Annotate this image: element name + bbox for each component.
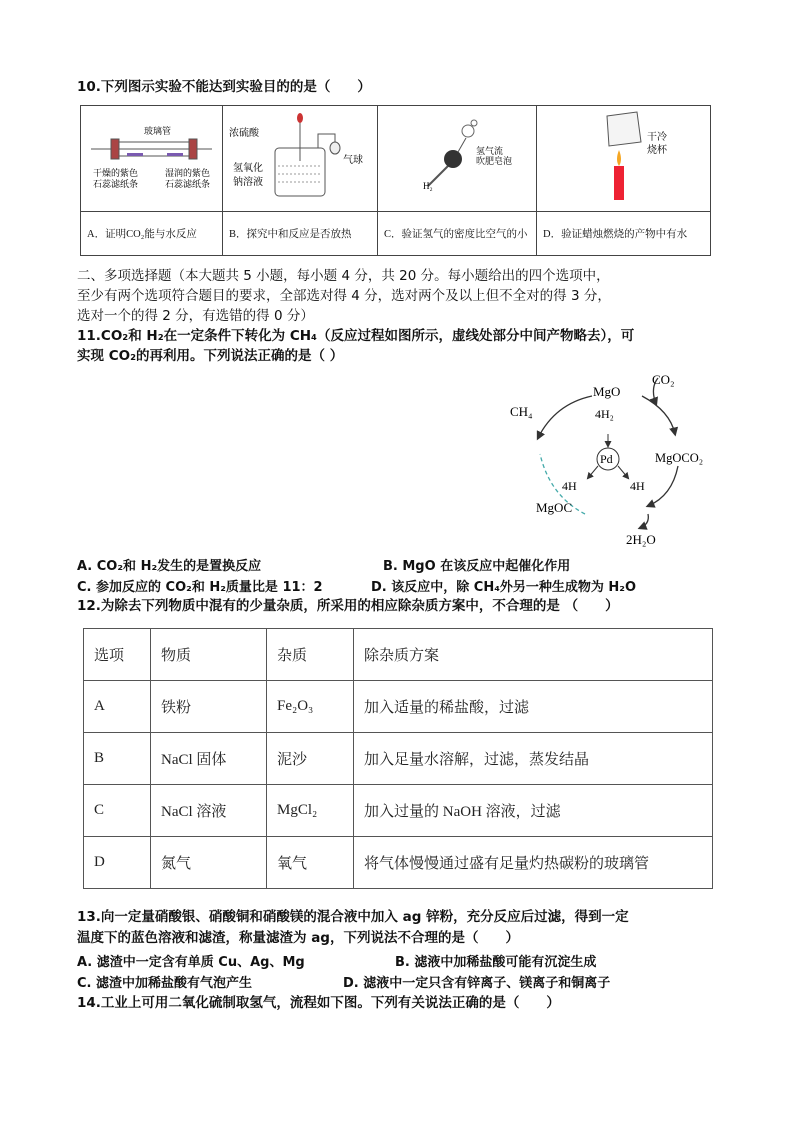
q10-b-balloon-label: 气球: [343, 155, 363, 166]
q10-caption-d: D．验证蜡烛燃烧的产物中有水: [537, 212, 711, 256]
q12-row-c-substance: NaCl 溶液: [151, 785, 267, 837]
q11-label-pd: Pd: [600, 452, 613, 466]
q10-b-base-label-1: 氢氧化: [233, 163, 263, 174]
q12-row-a-method: 加入适量的稀盐酸，过滤: [354, 681, 713, 733]
q13-option-a: A. 滤渣中一定含有单质 Cu、Ag、Mg: [77, 955, 305, 970]
q11-option-a: A. CO₂和 H₂发生的是置换反应: [77, 559, 262, 574]
table-row: [84, 681, 713, 733]
q11-label-4h-left: 4H: [562, 479, 577, 493]
q11-stem-line-2: 实现 CO₂的再利用。下列说法正确的是（ ）: [77, 348, 344, 364]
q10-figure-d: [537, 106, 711, 212]
q12-row-c-method: 加入过量的 NaOH 溶液，过滤: [354, 785, 713, 837]
q12-row-d-substance: 氮气: [151, 837, 267, 889]
q13-option-b: B. 滤液中加稀盐酸可能有沉淀生成: [395, 955, 597, 970]
q12-row-c-option: C: [84, 785, 151, 837]
q10-c-flow-label-2: 吹肥皂泡: [476, 156, 513, 166]
q11-label-mgo: MgO: [593, 384, 621, 399]
section2-line-1: 二、多项选择题（本大题共 5 小题，每小题 4 分，共 20 分。每小题给出的四个选项中，: [77, 268, 610, 284]
q10-a-wet-label-2: 石蕊滤纸条: [165, 179, 211, 189]
q10-a-wet-label-1: 湿润的紫色: [165, 168, 211, 178]
q12-row-c-impurity: MgCl₂: [267, 785, 354, 837]
q12-row-b-method: 加入足量水溶解，过滤，蒸发结晶: [354, 733, 713, 785]
q11-label-ch4: CH₄: [510, 404, 533, 419]
q12-header-option: 选项: [84, 629, 151, 681]
q12-row-b-option: B: [84, 733, 151, 785]
q11-label-mgoc: MgOC: [536, 500, 573, 515]
q12-row-d-method: 将气体慢慢通过盛有足量灼热碳粉的玻璃管: [354, 837, 713, 889]
q10-caption-a: A．证明CO₂能与水反应: [81, 212, 223, 256]
q10-d-cup-label-2: 烧杯: [647, 145, 667, 156]
q11-label-co2: CO₂: [652, 372, 675, 387]
q11-stem-line-1: 11.CO₂和 H₂在一定条件下转化为 CH₄（反应过程如图所示，虚线处部分中间产物略去），可: [77, 328, 635, 344]
q12-row-a-substance: 铁粉: [151, 681, 267, 733]
q13-option-d: D. 滤液中一定只含有锌离子、镁离子和铜离子: [343, 976, 611, 991]
table-row: [84, 837, 713, 889]
q10-apparatus-c: [378, 106, 536, 207]
q10-b-base-label-2: 钠溶液: [233, 177, 263, 188]
section2-line-3: 选对一个的得 2 分，有选错的得 0 分）: [77, 308, 314, 324]
q12-header-impurity: 杂质: [267, 629, 354, 681]
q10-a-tube-label: 玻璃管: [144, 126, 172, 136]
q10-c-flow-label-1: 氢气流: [476, 146, 504, 156]
q12-row-a-option: A: [84, 681, 151, 733]
q10-figure-b: [223, 106, 378, 212]
section2-line-2: 至少有两个选项符合题目的要求，全部选对得 4 分，选对两个及以上但不全对的得 3 分，: [77, 288, 611, 304]
q10-caption-b: B．探究中和反应是否放热: [223, 212, 378, 256]
q12-row-a-impurity: Fe₂O₃: [267, 681, 354, 733]
table-row: [84, 785, 713, 837]
q11-label-mgoco2: MgOCO₂: [655, 451, 704, 465]
q12-header-method: 除杂质方案: [354, 629, 713, 681]
q10-figure-c: [378, 106, 537, 212]
q11-reaction-diagram: [500, 366, 740, 556]
q10-figure-a: [81, 106, 223, 212]
q10-b-acid-label: 浓硫酸: [229, 128, 259, 139]
q10-apparatus-b: [223, 106, 377, 207]
q11-option-c: C. 参加反应的 CO₂和 H₂质量比是 11：2: [77, 580, 323, 595]
table-row: [84, 733, 713, 785]
q12-row-d-option: D: [84, 837, 151, 889]
q12-header-substance: 物质: [151, 629, 267, 681]
q10-stem: 10.下列图示实验不能达到实验目的的是（ ）: [77, 79, 371, 95]
q13-stem-line-1: 13.向一定量硝酸银、硝酸铜和硝酸镁的混合液中加入 ag 锌粉，充分反应后过滤，得到一定: [77, 909, 629, 925]
q14-stem: 14.工业上可用二氧化硫制取氢气，流程如下图。下列有关说法正确的是（ ）: [77, 995, 560, 1011]
q10-d-cup-label-1: 干冷: [647, 132, 667, 143]
q11-label-4h2: 4H₂: [595, 407, 614, 421]
q10-figure-table: [80, 105, 711, 256]
q12-row-b-impurity: 泥沙: [267, 733, 354, 785]
q11-label-2h2o: 2H₂O: [626, 532, 656, 547]
q11-option-d: D. 该反应中，除 CH₄外另一种生成物为 H₂O: [371, 580, 637, 595]
q13-stem-line-2: 温度下的蓝色溶液和滤渣，称量滤渣为 ag，下列说法不合理的是（ ）: [77, 930, 519, 946]
q10-caption-c: C．验证氢气的密度比空气的小: [378, 212, 537, 256]
q12-row-d-impurity: 氧气: [267, 837, 354, 889]
q13-option-c: C. 滤渣中加稀盐酸有气泡产生: [77, 976, 253, 991]
q11-option-b: B. MgO 在该反应中起催化作用: [383, 559, 571, 574]
q12-table: [83, 628, 713, 889]
q10-a-dry-label-1: 干燥的紫色: [93, 168, 139, 178]
q11-label-4h-right: 4H: [630, 479, 645, 493]
q12-stem: 12.为除去下列物质中混有的少量杂质，所采用的相应除杂质方案中，不合理的是 （ ）: [77, 598, 619, 614]
q12-row-b-substance: NaCl 固体: [151, 733, 267, 785]
q10-a-dry-label-2: 石蕊滤纸条: [93, 179, 139, 189]
q10-apparatus-a: [81, 106, 222, 207]
q12-header-row: [84, 629, 713, 681]
q10-c-h2-label: H₂: [423, 181, 433, 191]
q10-apparatus-d: [537, 106, 710, 207]
